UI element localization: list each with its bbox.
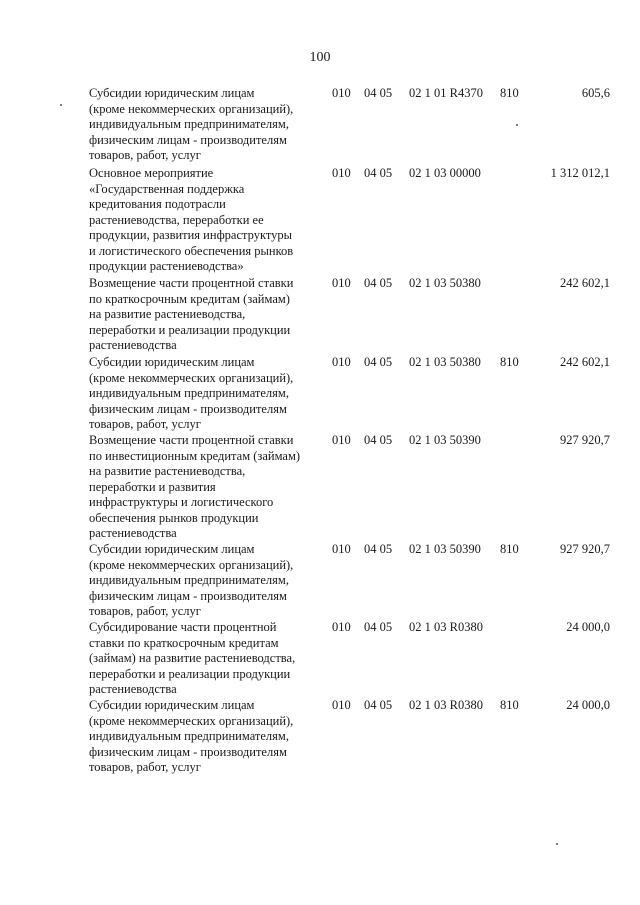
description-line: индивидуальным предпринимателям,	[89, 117, 289, 131]
description-line: переработки и развития	[89, 479, 216, 494]
amount: 927 920,7	[560, 542, 610, 556]
target-code: 02 1 03 50380	[409, 276, 481, 290]
target-code: 02 1 03 50390	[409, 433, 481, 447]
row-description	[89, 86, 329, 164]
description-line: на развитие растениеводства,	[89, 464, 246, 478]
section-code: 04 05	[364, 542, 393, 556]
row-description	[89, 698, 329, 776]
section-code: 04 05	[364, 86, 393, 100]
gov-code: 010	[332, 433, 351, 447]
row-description	[89, 433, 329, 542]
description-line: товаров, работ, услуг	[89, 148, 201, 162]
description-line: Возмещение части процентной ставки	[89, 433, 294, 447]
expense-type-code: 810	[500, 355, 519, 369]
description-line: (кроме некоммерческих организаций),	[89, 101, 294, 116]
description-line: кредитования подотрасли	[89, 197, 226, 211]
description-line: индивидуальным предпринимателям,	[89, 386, 289, 400]
description-line: индивидуальным предпринимателям,	[89, 729, 289, 743]
row-description	[89, 620, 329, 698]
scan-speck	[60, 104, 62, 106]
description-line: физическим лицам - производителям	[89, 744, 287, 759]
amount: 24 000,0	[566, 620, 610, 634]
row-description	[89, 276, 329, 354]
expense-type-code: 810	[500, 698, 519, 712]
description-line: по краткосрочным кредитам (займам)	[89, 291, 290, 306]
description-line: инфраструктуры и логистического	[89, 495, 274, 509]
description-line: растениеводства, переработки ее	[89, 212, 264, 227]
amount: 242 602,1	[560, 276, 610, 290]
page-number: 100	[309, 50, 331, 65]
description-line: и логистического обеспечения рынков	[89, 243, 294, 258]
description-line: (кроме некоммерческих организаций),	[89, 557, 294, 572]
description-line: Субсидии юридическим лицам	[89, 355, 255, 369]
description-line: индивидуальным предпринимателям,	[89, 573, 289, 587]
description-line: растениеводства	[89, 526, 177, 540]
amount: 242 602,1	[560, 355, 610, 369]
section-code: 04 05	[364, 355, 393, 369]
description-line: Основное мероприятие	[89, 166, 214, 180]
description-line: товаров, работ, услуг	[89, 417, 201, 431]
section-code: 04 05	[364, 620, 393, 634]
row-description	[89, 355, 329, 433]
description-line: товаров, работ, услуг	[89, 604, 201, 618]
description-line: (кроме некоммерческих организаций),	[89, 713, 294, 728]
description-line: физическим лицам - производителям	[89, 588, 287, 603]
amount: 24 000,0	[566, 698, 610, 712]
description-line: на развитие растениеводства,	[89, 307, 246, 321]
description-line: переработки и реализации продукции	[89, 666, 291, 681]
target-code: 02 1 03 R0380	[409, 620, 483, 634]
row-description	[89, 166, 329, 275]
section-code: 04 05	[364, 698, 393, 712]
description-line: (кроме некоммерческих организаций),	[89, 370, 294, 385]
description-line: продукции растениеводства»	[89, 259, 244, 273]
section-code: 04 05	[364, 276, 393, 290]
description-line: Возмещение части процентной ставки	[89, 276, 294, 290]
description-line: (займам) на развитие растениеводства,	[89, 651, 296, 665]
description-line: Субсидирование части процентной	[89, 620, 277, 634]
target-code: 02 1 03 50390	[409, 542, 481, 556]
section-code: 04 05	[364, 166, 393, 180]
gov-code: 010	[332, 355, 351, 369]
description-line: переработки и реализации продукции	[89, 322, 291, 337]
gov-code: 010	[332, 86, 351, 100]
target-code: 02 1 03 00000	[409, 166, 481, 180]
description-line: по инвестиционным кредитам (займам)	[89, 448, 301, 463]
amount: 605,6	[581, 86, 610, 100]
target-code: 02 1 03 R0380	[409, 698, 483, 712]
description-line: физическим лицам - производителям	[89, 132, 287, 147]
amount: 1 312 012,1	[550, 166, 610, 180]
gov-code: 010	[332, 276, 351, 290]
target-code: 02 1 01 R4370	[409, 86, 483, 100]
scan-speck	[556, 843, 558, 845]
target-code: 02 1 03 50380	[409, 355, 481, 369]
amount: 927 920,7	[560, 433, 610, 447]
description-line: обеспечения рынков продукции	[89, 510, 259, 525]
description-line: физическим лицам - производителям	[89, 401, 287, 416]
description-line: Субсидии юридическим лицам	[89, 542, 255, 556]
description-line: ставки по краткосрочным кредитам	[89, 635, 279, 650]
scan-speck	[516, 124, 518, 126]
description-line: «Государственная поддержка	[89, 181, 245, 196]
gov-code: 010	[332, 166, 351, 180]
description-line: Субсидии юридическим лицам	[89, 86, 255, 100]
row-description	[89, 542, 329, 620]
section-code: 04 05	[364, 433, 393, 447]
description-line: Субсидии юридическим лицам	[89, 698, 255, 712]
description-line: растениеводства	[89, 338, 177, 352]
gov-code: 010	[332, 698, 351, 712]
expense-type-code: 810	[500, 86, 519, 100]
description-line: растениеводства	[89, 682, 177, 696]
gov-code: 010	[332, 542, 351, 556]
gov-code: 010	[332, 620, 351, 634]
description-line: продукции, развития инфраструктуры	[89, 228, 293, 242]
description-line: товаров, работ, услуг	[89, 760, 201, 774]
expense-type-code: 810	[500, 542, 519, 556]
